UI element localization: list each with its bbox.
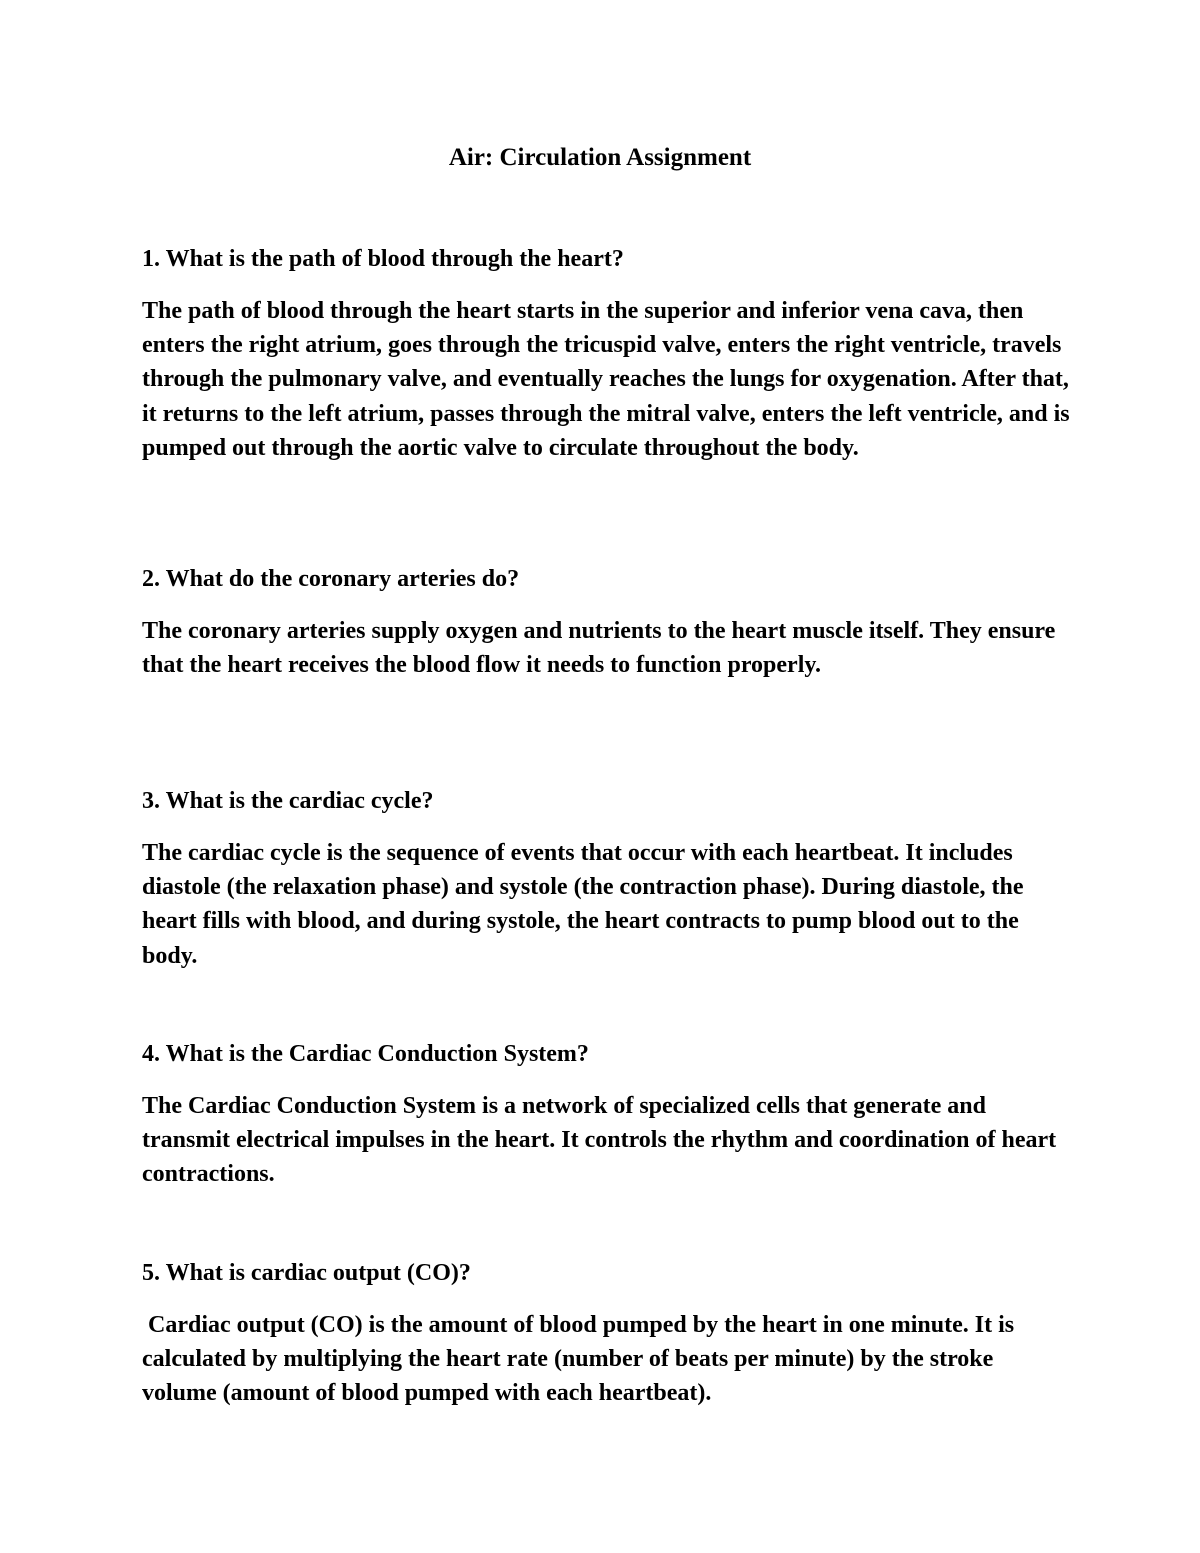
question-3: 3. What is the cardiac cycle? xyxy=(142,788,434,814)
question-5: 5. What is cardiac output (CO)? xyxy=(142,1260,471,1286)
answer-2: The coronary arteries supply oxygen and nutrients to the heart muscle itself. They ensure that the heart receives the blood flow it needs to function properly. xyxy=(142,618,1056,679)
qa-section-1 xyxy=(142,244,1072,465)
answer-4: The Cardiac Conduction System is a network of specialized cells that generate and transmit electrical impulses in the heart. It controls the rhythm and coordination of heart contractions. xyxy=(142,1093,1057,1188)
question-2: 2. What do the coronary arteries do? xyxy=(142,566,520,592)
qa-section-4 xyxy=(142,1039,1072,1192)
question-4: 4. What is the Cardiac Conduction System? xyxy=(142,1041,589,1067)
qa-section-3 xyxy=(142,786,1072,973)
question-1: 1. What is the path of blood through the heart? xyxy=(142,246,624,272)
answer-5: Cardiac output (CO) is the amount of blood pumped by the heart in one minute. It is calculated by multiplying the heart rate (number of beats per minute) by the stroke volume (amount of blood pumped with each heartbeat). xyxy=(142,1312,1015,1407)
qa-section-5 xyxy=(142,1258,1072,1411)
answer-1: The path of blood through the heart starts in the superior and inferior vena cava, then enters the right atrium, goes through the tricuspid valve, enters the right ventricle, travels through the pulmonary valve, and eventually reaches the lungs for oxygenation. After that, it returns to the left atrium, passes through the mitral valve, enters the left ventricle, and is pumped out through the aortic valve to circulate throughout the body. xyxy=(142,298,1070,461)
qa-section-2 xyxy=(142,564,1072,682)
answer-3: The cardiac cycle is the sequence of events that occur with each heartbeat. It includes diastole (the relaxation phase) and systole (the contraction phase). During diastole, the heart fills with blood, and during systole, the heart contracts to pump blood out to the body. xyxy=(142,840,1024,969)
page-title: Air: Circulation Assignment xyxy=(448,144,752,171)
